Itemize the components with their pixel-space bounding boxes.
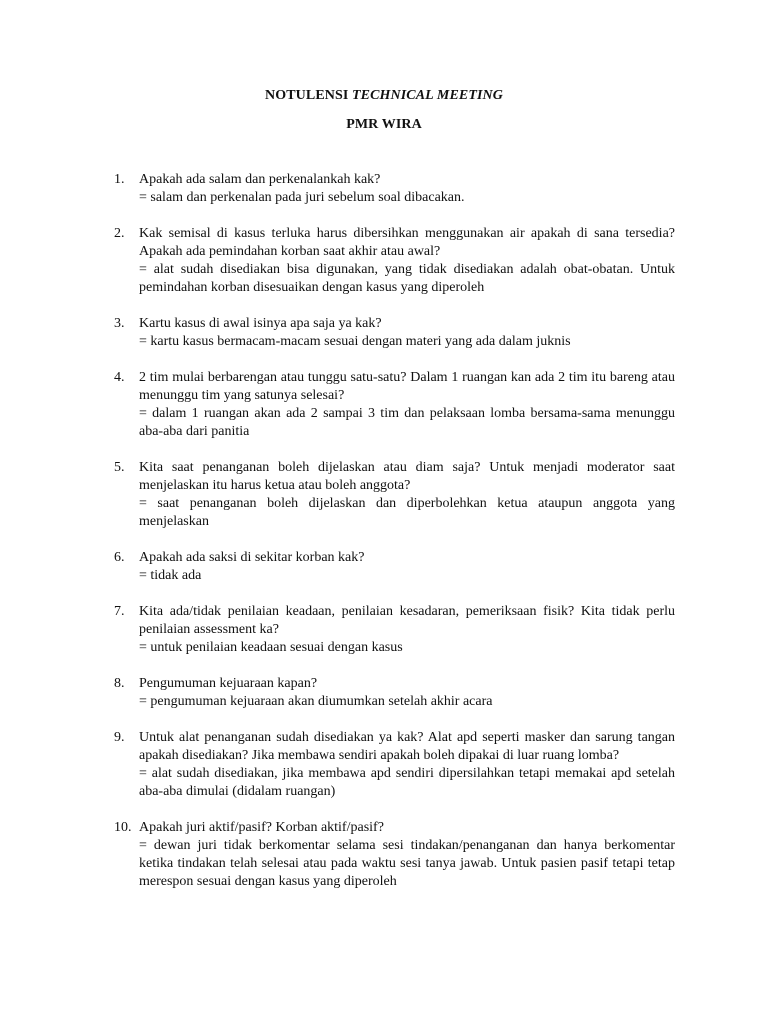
answer-text: = tidak ada — [139, 568, 202, 583]
question-text: 2 tim mulai berbarengan atau tunggu satu-satu? Dalam 1 ruangan kan ada 2 tim itu bareng atau menunggu tim yang satunya selesai? — [139, 370, 675, 403]
question-text: Pengumuman kejuaraan kapan? — [139, 676, 318, 691]
item-number: 4. — [114, 370, 125, 385]
qa-item — [114, 819, 675, 891]
item-number: 2. — [114, 226, 125, 241]
item-number: 10. — [114, 820, 132, 835]
question-text: Kita ada/tidak penilaian keadaan, penilaian kesadaran, pemeriksaan fisik? Kita tidak perlu penilaian assessment ka? — [139, 604, 675, 637]
qa-item — [114, 369, 675, 441]
question-text: Apakah ada salam dan perkenalankah kak? — [139, 172, 381, 187]
item-number: 1. — [114, 172, 125, 187]
title-prefix: NOTULENSI — [265, 88, 353, 103]
answer-text: = alat sudah disediakan, jika membawa apd sendiri dipersilahkan tetapi memakai apd setelah aba-aba dimulai (didalam ruangan) — [139, 766, 675, 799]
question-text: Kita saat penanganan boleh dijelaskan atau diam saja? Untuk menjadi moderator saat menjelaskan itu harus ketua atau boleh anggota? — [139, 460, 675, 493]
answer-text: = kartu kasus bermacam-macam sesuai dengan materi yang ada dalam juknis — [139, 334, 571, 349]
document-subtitle: PMR WIRA — [346, 117, 422, 132]
item-number: 9. — [114, 730, 125, 745]
answer-text: = alat sudah disediakan bisa digunakan, yang tidak disediakan adalah obat-obatan. Untuk pemindahan korban disesuaikan dengan kasus yang diperoleh — [139, 262, 675, 295]
answer-text: = pengumuman kejuaraan akan diumumkan setelah akhir acara — [139, 694, 493, 709]
question-text: Apakah juri aktif/pasif? Korban aktif/pasif? — [139, 820, 384, 835]
question-text: Kartu kasus di awal isinya apa saja ya kak? — [139, 316, 382, 331]
item-number: 6. — [114, 550, 125, 565]
answer-text: = saat penanganan boleh dijelaskan dan diperbolehkan ketua ataupun anggota yang menjelaskan — [139, 496, 675, 529]
answer-text: = dewan juri tidak berkomentar selama sesi tindakan/penanganan dan hanya berkomentar ketika tindakan telah selesai atau pada waktu sesi tanya jawab. Untuk pasien pasif tetapi tetap merespon sesuai dengan kasus yang diperoleh — [139, 838, 675, 889]
qa-list — [114, 171, 675, 909]
qa-item — [114, 315, 675, 351]
qa-item — [114, 729, 675, 801]
qa-item — [114, 675, 675, 711]
qa-item — [114, 171, 675, 207]
question-text: Untuk alat penanganan sudah disediakan ya kak? Alat apd seperti masker dan sarung tangan apakah disediakan? Jika membawa sendiri apakah boleh dipakai di luar ruang lomba? — [139, 730, 675, 763]
answer-text: = dalam 1 ruangan akan ada 2 sampai 3 tim dan pelaksaan lomba bersama-sama menunggu aba-aba dari panitia — [139, 406, 675, 439]
title-italic: TECHNICAL MEETING — [352, 88, 503, 103]
item-number: 7. — [114, 604, 125, 619]
qa-item — [114, 225, 675, 297]
item-number: 3. — [114, 316, 125, 331]
qa-item — [114, 603, 675, 657]
answer-text: = salam dan perkenalan pada juri sebelum soal dibacakan. — [139, 190, 465, 205]
answer-text: = untuk penilaian keadaan sesuai dengan kasus — [139, 640, 403, 655]
qa-item — [114, 549, 675, 585]
qa-item — [114, 459, 675, 531]
document-title — [0, 88, 768, 104]
item-number: 8. — [114, 676, 125, 691]
question-text: Apakah ada saksi di sekitar korban kak? — [139, 550, 365, 565]
question-text: Kak semisal di kasus terluka harus dibersihkan menggunakan air apakah di sana tersedia? Apakah ada pemindahan korban saat akhir atau awal? — [139, 226, 675, 259]
item-number: 5. — [114, 460, 125, 475]
